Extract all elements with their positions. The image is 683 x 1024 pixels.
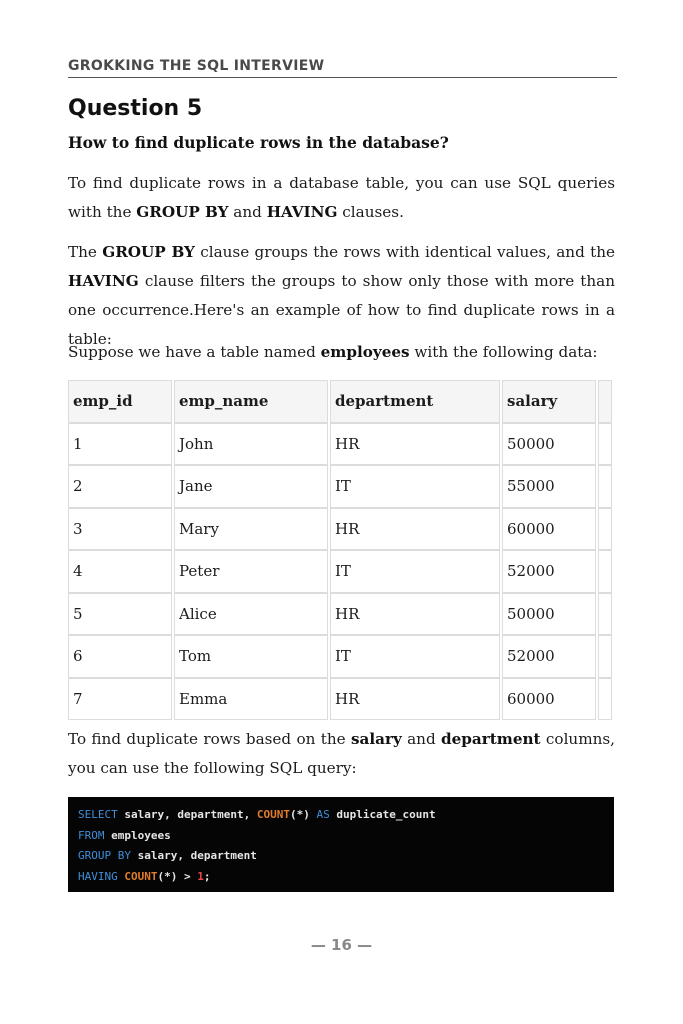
table-cell: 7 [68,678,172,721]
table-cell: 55000 [502,465,596,508]
table-cell: HR [330,593,500,636]
table-cell: John [174,423,328,466]
table-row [68,465,614,508]
table-cell: 2 [68,465,172,508]
empty-cell [598,550,612,593]
explanation-paragraph: The GROUP BY clause groups the rows with identical values, and the HAVING clause filters the groups to show only those with more than one occurrence.Here's an example of how to find duplicate rows in a table: [68,243,615,348]
code-line: FROM employees [78,828,171,842]
page-number: — 16 — [310,936,373,954]
table-cell: HR [330,423,500,466]
table-cell: Peter [174,550,328,593]
running-header: GROKKING THE SQL INTERVIEW [68,58,617,78]
table-row [68,678,614,721]
question-subtitle: How to find duplicate rows in the database? [68,133,449,152]
table-cell: HR [330,678,500,721]
table-header-row [68,380,614,423]
empty-cell [598,380,612,423]
table-cell: 50000 [502,593,596,636]
query-intro-paragraph: To find duplicate rows based on the salary and department columns, you can use the following SQL query: [68,730,616,777]
empty-cell [598,423,612,466]
table-row [68,508,614,551]
table-cell: 52000 [502,550,596,593]
header-cell: salary [502,380,596,423]
empty-cell [598,635,612,678]
employees-table [68,380,614,720]
table-cell: Mary [174,508,328,551]
table-row [68,635,614,678]
table-cell: IT [330,635,500,678]
table-cell: IT [330,550,500,593]
header-cell: emp_id [68,380,172,423]
table-cell: 4 [68,550,172,593]
table-intro-paragraph: Suppose we have a table named employees with the following data: [68,343,598,361]
table-cell: 5 [68,593,172,636]
header-cell: department [330,380,500,423]
table-cell: 50000 [502,423,596,466]
table-cell: Emma [174,678,328,721]
code-line: SELECT salary, department, COUNT(*) AS duplicate_count [78,808,436,821]
header-cell: emp_name [174,380,328,423]
table-cell: 1 [68,423,172,466]
question-title: Question 5 [68,96,203,121]
table-cell: 52000 [502,635,596,678]
table-cell: HR [330,508,500,551]
table-row [68,550,614,593]
table-cell: Alice [174,593,328,636]
intro-paragraph: To find duplicate rows in a database table, you can use SQL queries with the GROUP BY and HAVING clauses. [68,174,615,221]
empty-cell [598,465,612,508]
table-cell: Tom [174,635,328,678]
code-line: HAVING COUNT(*) > 1; [78,869,211,883]
code-line: GROUP BY salary, department [78,849,257,862]
empty-cell [598,593,612,636]
table-cell: 60000 [502,678,596,721]
empty-cell [598,678,612,721]
table-cell: 6 [68,635,172,678]
table-row [68,593,614,636]
empty-cell [598,508,612,551]
table-cell: IT [330,465,500,508]
table-row [68,423,614,466]
table-cell: 60000 [502,508,596,551]
table-cell: 3 [68,508,172,551]
table-cell: Jane [174,465,328,508]
sql-code-block [68,797,614,892]
